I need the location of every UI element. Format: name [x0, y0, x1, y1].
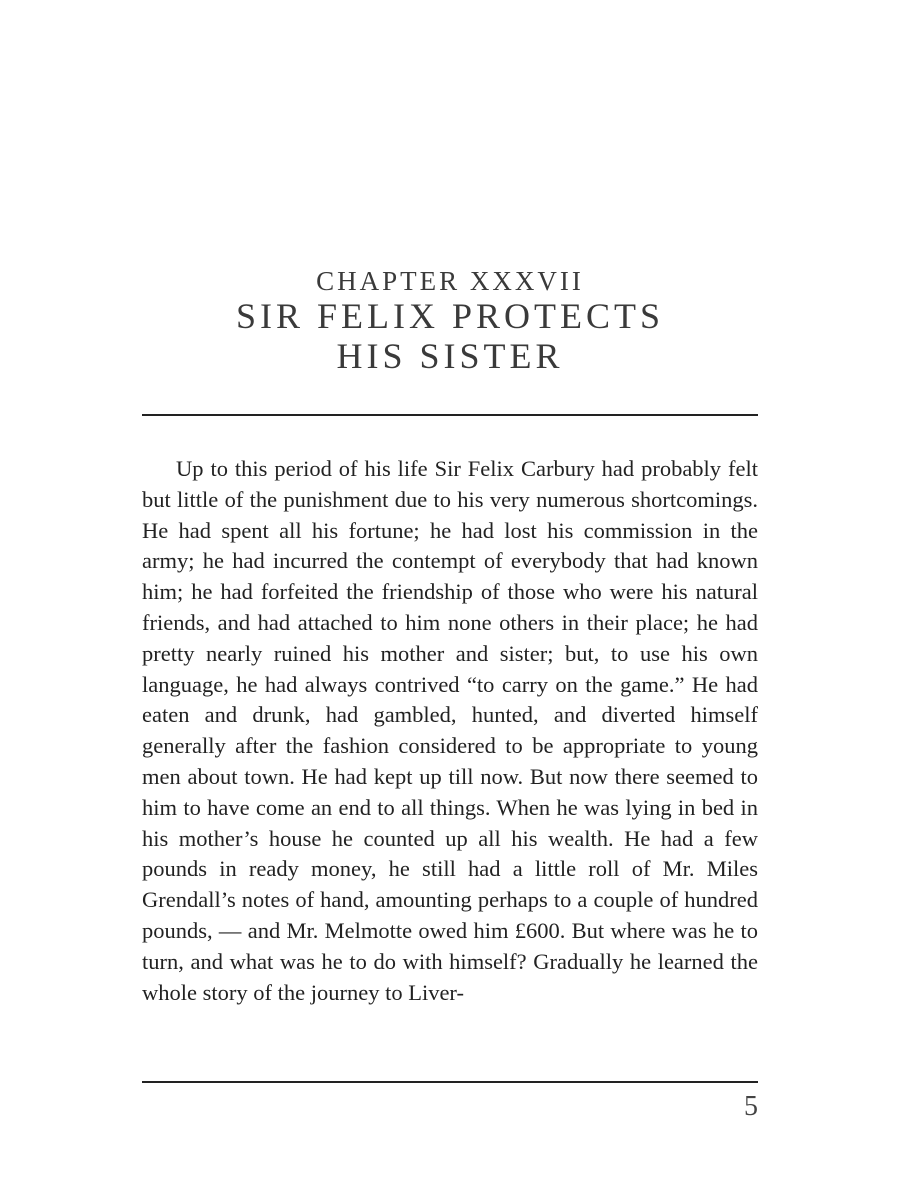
chapter-title-line-1: SIR FELIX PROTECTS [235, 296, 665, 336]
chapter-title [0, 296, 900, 376]
chapter-number: CHAPTER XXXVII [316, 266, 584, 296]
page-number: 5 [744, 1091, 758, 1122]
top-divider [142, 414, 758, 416]
bottom-divider [142, 1081, 758, 1083]
body-paragraph: Up to this period of his life Sir Felix Carbury had probably felt but little of the punishment due to his very numerous shortcomings. He had spent all his fortune; he had lost his commission in the army; he had incurred the contempt of everybody that had known him; he had forfeited the friendship of those who were his natural friends, and had attached to him none others in their place; he had pretty nearly ruined his mother and sister; but, to use his own language, he had always contrived “to carry on the game.” He had eaten and drunk, had gambled, hunted, and diverted himself generally after the fashion considered to be appropriate to young men about town. He had kept up till now. But now there seemed to him to have come an end to all things. When he was lying in bed in his mother’s house he counted up all his wealth. He had a few pounds in ready money, he still had a little roll of Mr. Miles Grendall’s notes of hand, amounting perhaps to a couple of hundred pounds, — and Mr. Melmotte owed him £600. But where was he to turn, and what was he to do with himself? Gradually he learned the whole story of the journey to Liver- [142, 456, 758, 1005]
chapter-title-line-2: HIS SISTER [336, 336, 564, 376]
